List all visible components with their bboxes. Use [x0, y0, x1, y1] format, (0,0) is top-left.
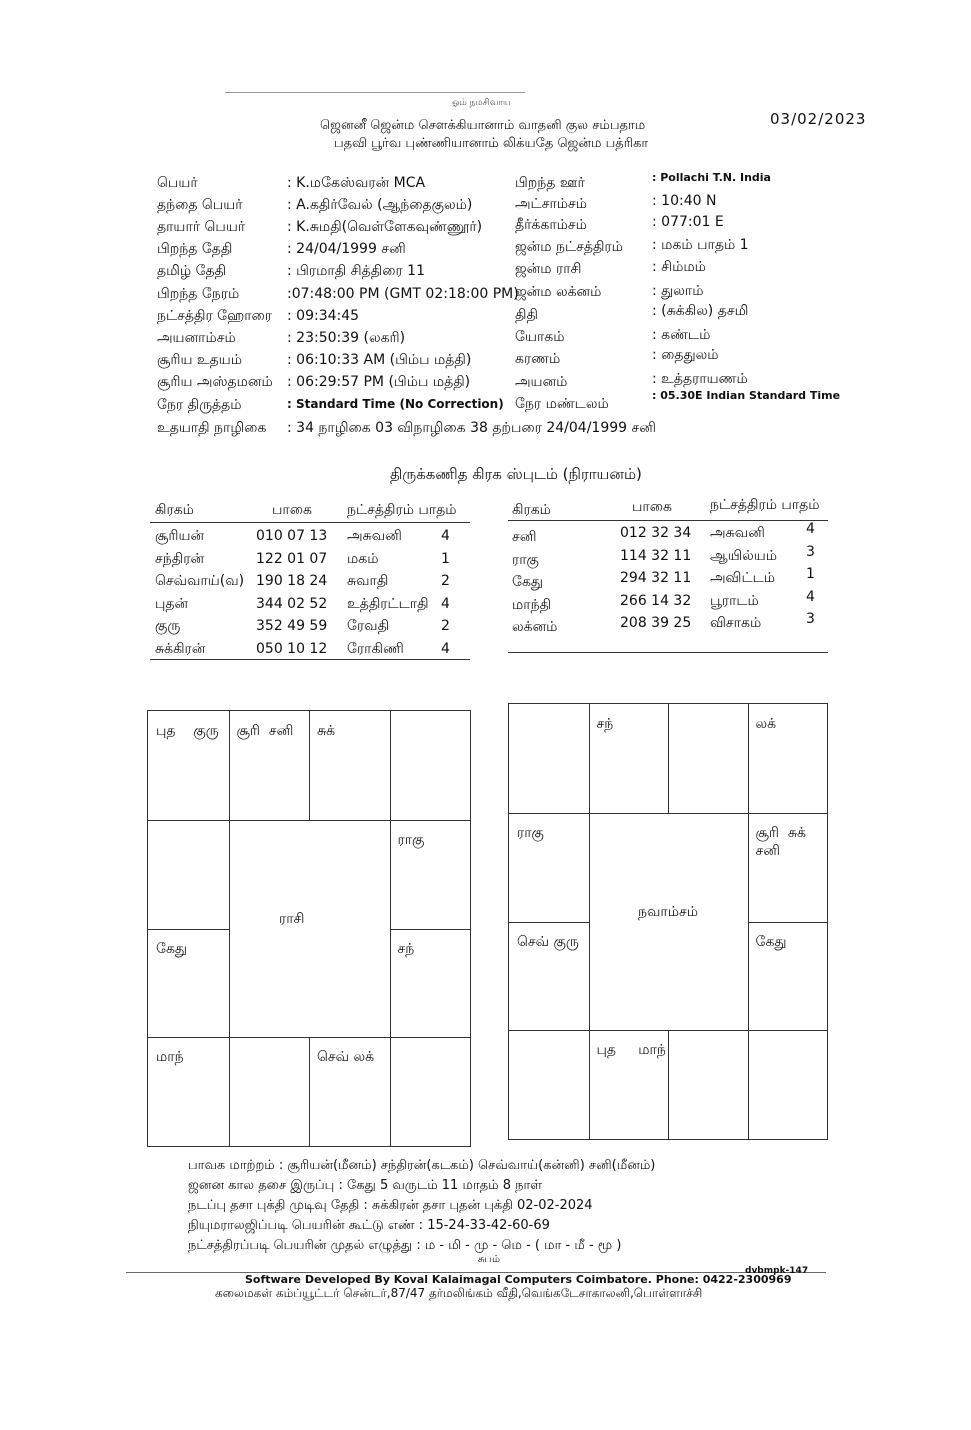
- info-value: : 077:01 E: [652, 214, 724, 230]
- sloka-line-2: பதவி பூர்வ புண்ணியானாம் லிக்யதே ஜென்ம பத்ரிகா: [334, 136, 649, 151]
- info-label: சூரிய உதயம்: [157, 352, 243, 368]
- chart-house-planets: புத மாந்: [596, 1042, 666, 1059]
- chart-house-planets: சூரி சுக் சனி: [755, 824, 806, 859]
- info-value: : கண்டம்: [652, 327, 711, 343]
- info-value: : A.கதிர்வேல் (ஆந்தைகுலம்): [287, 197, 473, 213]
- planet-degree: 190 18 24: [256, 573, 328, 589]
- info-value: : Standard Time (No Correction): [287, 397, 504, 411]
- planet-nakshatra: சுவாதி: [347, 573, 389, 589]
- info-value: : K.சுமதி(வெள்ளேகவுண்ணூர்): [287, 219, 483, 235]
- chart-house-planets: சந்: [596, 716, 614, 732]
- navamsa-chart: [508, 703, 828, 1140]
- planet-nakshatra: மகம்: [347, 550, 379, 567]
- chart-grid-line: [148, 1037, 470, 1038]
- info-value: : Pollachi T.N. India: [652, 171, 771, 184]
- info-value: : 09:34:45: [287, 308, 360, 324]
- planet-name: மாந்தி: [512, 596, 552, 613]
- name-letter-line: நட்சத்திரப்படி பெயரின் முதல் எழுத்து : ம - மி - மு - மெ - ( மா - மீ - மூ ): [188, 1238, 622, 1253]
- info-label: அட்சாம்சம்: [515, 196, 588, 212]
- chart-center-label: நவாம்சம்: [638, 903, 698, 920]
- info-label: நட்சத்திர ஹோரை: [157, 308, 273, 324]
- info-label: அயனம்: [515, 374, 568, 390]
- info-value: : 23:50:39 (லகரி): [287, 330, 406, 346]
- table-left-bottom-rule: [150, 659, 470, 660]
- planet-degree: 352 49 59: [256, 618, 328, 634]
- info-label: ஜன்ம லக்னம்: [515, 284, 602, 300]
- info-label: தாயார் பெயர்: [157, 219, 246, 235]
- chart-grid-line: [309, 1037, 310, 1146]
- info-label: கரணம்: [515, 351, 561, 367]
- planet-pada: 1: [441, 550, 450, 567]
- planet-degree: 208 39 25: [620, 615, 692, 631]
- chart-house-planets: சந்: [397, 940, 415, 957]
- info-value: : 34 நாழிகை 03 விநாழிகை 38 தற்பரை 24/04/1999 சனி: [287, 420, 656, 436]
- info-label: ஜன்ம ராசி: [515, 261, 582, 277]
- chart-grid-line: [509, 1030, 827, 1031]
- planet-nakshatra: அவிட்டம்: [710, 570, 776, 586]
- table-right-bottom-rule: [508, 652, 828, 653]
- info-value: : 05.30E Indian Standard Time: [652, 389, 841, 402]
- table-left-header-rule: [150, 522, 470, 523]
- chart-house-planets: புத குரு: [156, 723, 219, 739]
- planet-pada: 2: [441, 573, 450, 589]
- planet-nakshatra: உத்திரட்டாதி: [347, 595, 429, 612]
- chart-grid-line: [589, 704, 590, 813]
- chart-house-planets: கேது: [755, 933, 787, 950]
- info-value: : உத்தராயணம்: [652, 371, 748, 387]
- chart-house-planets: லக்: [755, 716, 777, 732]
- info-value: : K.மகேஸ்வரன் MCA: [287, 175, 426, 191]
- planet-name: குரு: [155, 618, 181, 634]
- chart-grid-line: [509, 922, 589, 923]
- info-label: யோகம்: [515, 329, 565, 345]
- col-header-nakshatra-right: நட்சத்திரம் பாதம்: [710, 497, 820, 513]
- info-label: அயனாம்சம்: [157, 330, 236, 346]
- address-line: கலைமகள் கம்ப்யூட்டர் சென்டர்,87/47 தர்மலிங்கம் வீதி,வெங்கடேசாகாலனி,பொள்ளாச்சி: [215, 1286, 703, 1300]
- chart-grid-line: [668, 704, 669, 813]
- numerology-line: நியுமராலஜிப்படி பெயரின் கூட்டு எண் : 15-24-33-42-60-69: [188, 1218, 550, 1233]
- planet-degree: 012 32 34: [620, 525, 692, 541]
- info-value: :07:48:00 PM (GMT 02:18:00 PM): [287, 286, 519, 302]
- info-label: பெயர்: [157, 175, 198, 191]
- planet-nakshatra: அசுவனி: [347, 528, 402, 544]
- chart-grid-line: [589, 813, 590, 1031]
- software-credit: Software Developed By Koval Kalaimagal Computers Coimbatore. Phone: 0422-2300969: [245, 1273, 792, 1286]
- planet-pada: 4: [441, 640, 450, 657]
- chart-grid-line: [229, 820, 230, 1038]
- planet-degree: 122 01 07: [256, 550, 328, 567]
- bhava-change-line: பாவக மாற்றம் : சூரியன்(மீனம்) சந்திரன்(கடகம்) செவ்வாய்(கன்னி) சனி(மீனம்): [188, 1158, 656, 1173]
- planet-pada: 3: [806, 543, 815, 560]
- info-label: சூரிய அஸ்தமனம்: [157, 374, 273, 390]
- planet-degree: 114 32 11: [620, 547, 692, 564]
- planet-name: கேது: [512, 574, 544, 590]
- info-label: ஜன்ம நட்சத்திரம்: [515, 239, 623, 255]
- info-value: : 06:29:57 PM (பிம்ப மத்தி): [287, 374, 471, 390]
- rasi-chart: [147, 710, 471, 1147]
- info-label: உதயாதி நாழிகை: [157, 420, 267, 436]
- planet-nakshatra: அசுவனி: [710, 525, 765, 541]
- planet-pada: 4: [806, 521, 815, 537]
- planet-pada: 3: [806, 611, 815, 627]
- planet-pada: 4: [441, 595, 450, 612]
- chart-grid-line: [390, 1037, 391, 1146]
- chart-house-planets: சூரி சனி: [236, 723, 294, 739]
- info-value: : 10:40 N: [652, 193, 717, 209]
- planet-degree: 266 14 32: [620, 592, 692, 609]
- dasa-balance-line: ஜனன கால தசை இருப்பு : கேது 5 வருடம் 11 மாதம் 8 நாள்: [188, 1178, 543, 1193]
- planet-degree: 010 07 13: [256, 528, 328, 544]
- info-value: : துலாம்: [652, 283, 704, 299]
- info-label: நேர மண்டலம்: [515, 396, 609, 412]
- planet-pada: 4: [806, 588, 815, 605]
- chart-center-label: ராசி: [279, 910, 305, 927]
- planet-name: லக்னம்: [512, 619, 558, 635]
- chart-house-planets: ராகு: [397, 831, 425, 848]
- chart-grid-line: [390, 929, 471, 930]
- chart-grid-line: [509, 813, 827, 814]
- planet-nakshatra: ஆயில்யம்: [710, 547, 777, 564]
- planet-section-title: திருக்கணித கிரக ஸ்புடம் (நிராயனம்): [390, 465, 642, 483]
- planet-degree: 344 02 52: [256, 595, 328, 612]
- planet-name: சூரியன்: [155, 528, 205, 544]
- planet-name: ராகு: [512, 551, 539, 568]
- chart-grid-line: [148, 820, 470, 821]
- chart-grid-line: [309, 711, 310, 820]
- planet-name: செவ்வாய்(வ): [155, 573, 245, 589]
- info-value: : பிரமாதி சித்திரை 11: [287, 263, 425, 279]
- info-label: பிறந்த ஊர்: [515, 175, 585, 191]
- planet-degree: 294 32 11: [620, 570, 692, 586]
- planet-name: சனி: [512, 529, 537, 545]
- chart-house-planets: மாந்: [156, 1049, 184, 1066]
- chart-grid-line: [748, 922, 828, 923]
- planet-nakshatra: பூராடம்: [710, 592, 759, 609]
- info-value: : மகம் பாதம் 1: [652, 237, 749, 253]
- planet-nakshatra: விசாகம்: [710, 615, 762, 631]
- planet-degree: 050 10 12: [256, 640, 328, 657]
- info-value: : தைதுலம்: [652, 347, 719, 363]
- chart-grid-line: [748, 704, 749, 813]
- col-header-bhagai-right: பாகை: [632, 499, 672, 515]
- planet-pada: 1: [806, 566, 815, 582]
- top-rule: [225, 92, 525, 93]
- planet-name: சுக்கிரன்: [155, 640, 206, 657]
- info-label: தமிழ் தேதி: [157, 263, 227, 279]
- info-value: : சிம்மம்: [652, 259, 706, 275]
- info-value: : (சுக்கில) தசமி: [652, 303, 749, 319]
- chart-house-planets: சுக்: [317, 723, 336, 739]
- planet-pada: 2: [441, 618, 450, 634]
- software-code: dvbmpk-147: [745, 1266, 809, 1276]
- chart-house-planets: செவ் லக்: [317, 1049, 375, 1066]
- chart-grid-line: [229, 1037, 230, 1146]
- info-label: பிறந்த நேரம்: [157, 286, 240, 302]
- chart-grid-line: [668, 1030, 669, 1139]
- planet-nakshatra: ரேவதி: [347, 618, 390, 634]
- chart-grid-line: [589, 1030, 590, 1139]
- info-label: தீர்க்காம்சம்: [515, 217, 587, 233]
- chart-house-planets: ராகு: [517, 824, 544, 841]
- col-header-nakshatra-left: நட்சத்திரம் பாதம்: [347, 502, 457, 518]
- info-value: : 06:10:33 AM (பிம்ப மத்தி): [287, 352, 472, 368]
- planet-nakshatra: ரோகிணி: [347, 640, 404, 657]
- chart-grid-line: [390, 711, 391, 820]
- col-header-bhagai-left: பாகை: [272, 502, 312, 518]
- info-label: தந்தை பெயர்: [157, 197, 243, 213]
- table-right-header-rule: [508, 520, 828, 521]
- info-label: திதி: [515, 307, 538, 323]
- planet-name: சந்திரன்: [155, 550, 205, 567]
- chart-house-planets: செவ் குரு: [517, 933, 579, 950]
- current-dasa-line: நடப்பு தசா புக்தி முடிவு தேதி : சுக்கிரன் தசா புதன் புக்தி 02-02-2024: [188, 1198, 593, 1213]
- chart-grid-line: [148, 929, 229, 930]
- sloka-line-1: ஜெனனீ ஜென்ம சௌக்கியானாம் வாதனி குல சம்பதாம: [320, 118, 646, 133]
- print-date: 03/02/2023: [770, 110, 867, 128]
- planet-name: புதன்: [155, 595, 189, 612]
- invocation-text: ஓம் நமசிவாய: [452, 98, 511, 108]
- chart-house-planets: கேது: [156, 940, 188, 957]
- info-label: பிறந்த தேதி: [157, 241, 233, 257]
- subham-text: சுபம்: [478, 1254, 501, 1265]
- chart-grid-line: [748, 1030, 749, 1139]
- col-header-graham-right: கிரகம்: [512, 502, 551, 518]
- planet-pada: 4: [441, 528, 450, 544]
- chart-grid-line: [229, 711, 230, 820]
- info-value: : 24/04/1999 சனி: [287, 241, 406, 257]
- info-label: நேர திருத்தம்: [157, 397, 242, 413]
- col-header-graham-left: கிரகம்: [155, 502, 194, 518]
